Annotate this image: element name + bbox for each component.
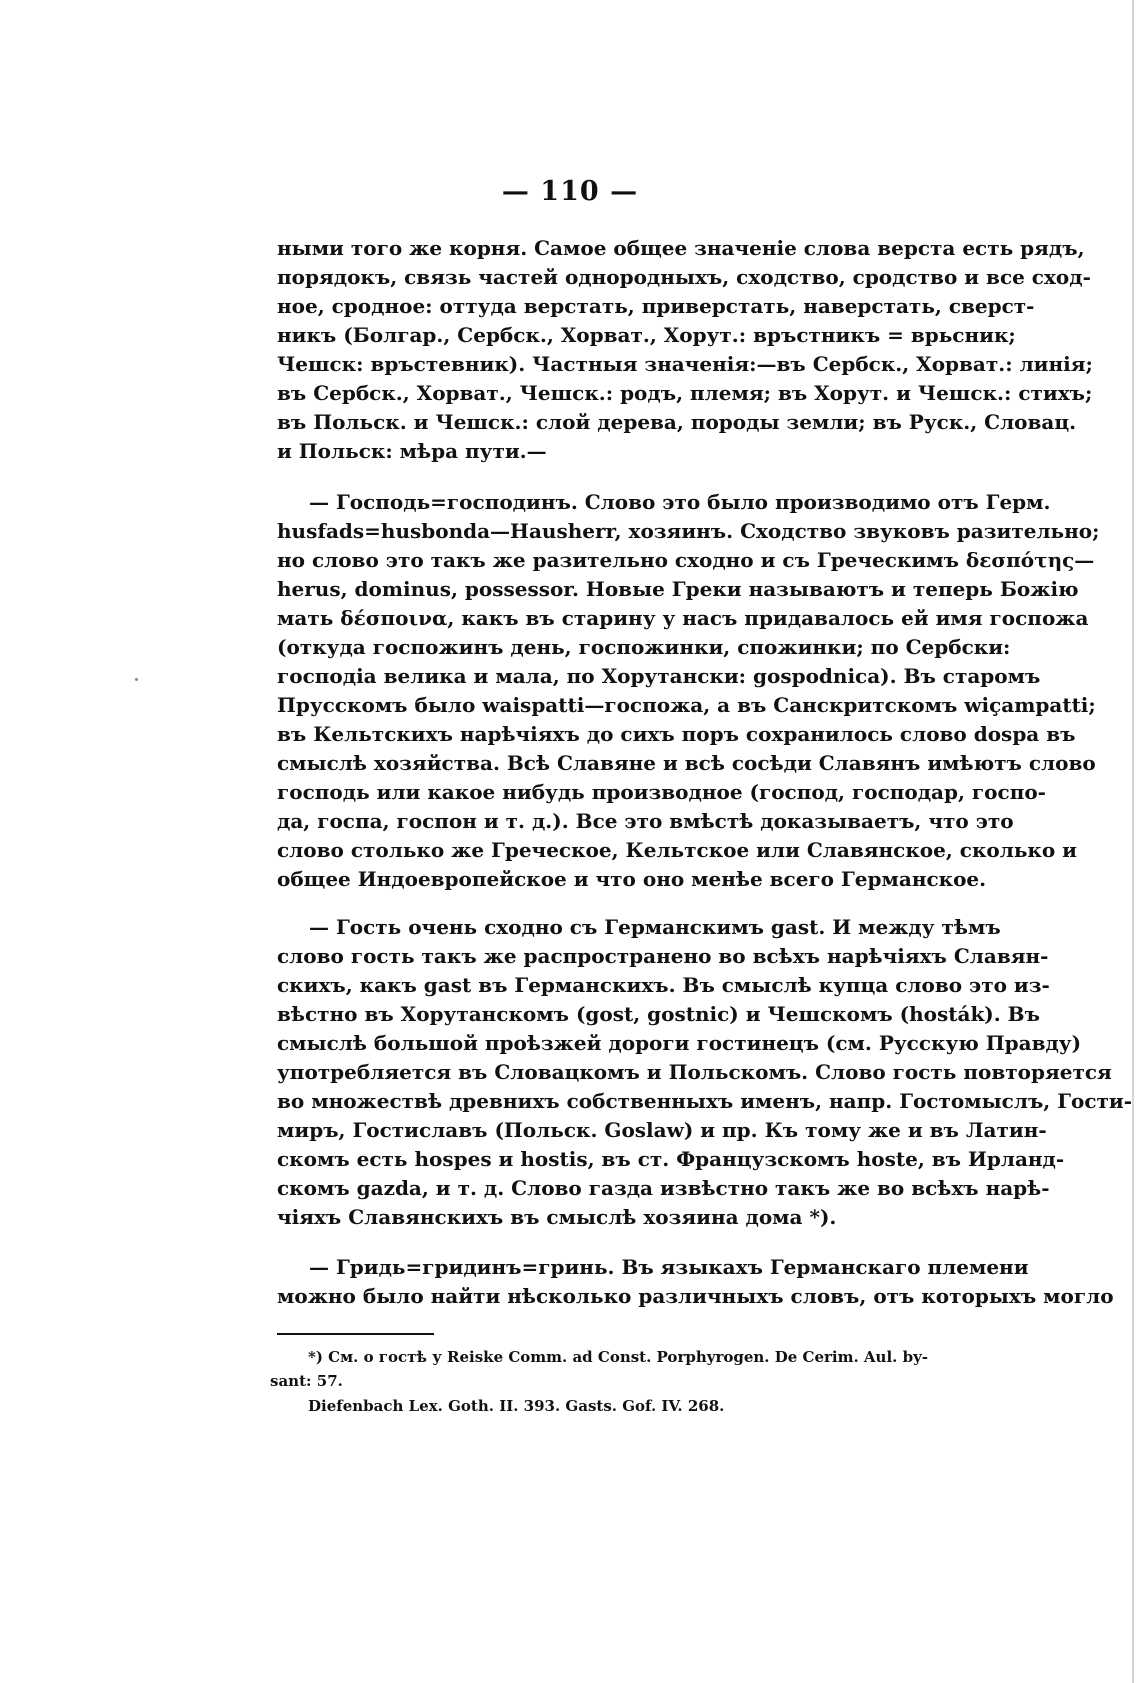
text-line: и Польск: мѣра пути.— <box>277 439 547 463</box>
text-line: въ Сербск., Хорват., Чешск.: родъ, племя; въ Хорут. и Чешск.: стихъ; <box>277 381 1093 405</box>
text-line: господь или какое нибудь производное (господ, господар, госпо- <box>277 780 1046 804</box>
text-line: вѣстно въ Хорутанскомъ (gost, gostnic) и Чешскомъ (hosták). Въ <box>277 1002 1040 1026</box>
text-line: ное, сродное: оттуда верстать, приверстать, наверстать, сверст- <box>277 294 1035 318</box>
text-line: въ Польск. и Чешск.: слой дерева, породы земли; въ Руск., Словац. <box>277 410 1077 434</box>
text-line: ными того же корня. Самое общее значеніе слова верста есть рядъ, <box>277 236 1085 260</box>
footnote-1 <box>270 1345 990 1393</box>
paragraph-grid <box>277 1253 1114 1311</box>
text-line: употребляется въ Словацкомъ и Польскомъ. Слово гость повторяется <box>277 1060 1112 1084</box>
text-line: но слово это такъ же разительно сходно и съ Греческимъ δεσπότης— <box>277 548 1095 572</box>
text-line: во множествѣ древнихъ собственныхъ именъ, напр. Гостомыслъ, Гости- <box>277 1089 1133 1113</box>
text-line: — Гость очень сходно съ Германскимъ gast. И между тѣмъ <box>309 915 1001 939</box>
text-line: никъ (Болгар., Сербск., Хорват., Хорут.: връстникъ = врьсник; <box>277 323 1016 347</box>
text-line: Прусскомъ было waispatti—госпожа, а въ Санскритскомъ wiçampatti; <box>277 693 1096 717</box>
text-line: можно было найти нѣсколько различныхъ словъ, отъ которыхъ могло <box>277 1284 1114 1308</box>
text-line: — Гридь=гридинъ=гринь. Въ языкахъ Германскаго племени <box>309 1255 1029 1279</box>
text-line: Чешск: връстевник). Частныя значенія:—въ Сербск., Хорват.: линія; <box>277 352 1093 376</box>
text-line: скихъ, какъ gast въ Германскихъ. Въ смыслѣ купца слово это из- <box>277 973 1050 997</box>
paragraph-gost <box>277 913 1133 1232</box>
footnote-line: sant: 57. <box>270 1372 343 1390</box>
text-line: (откуда госпожинъ день, госпожинки, спожинки; по Сербски: <box>277 635 1011 659</box>
text-line: общее Индоевропейское и что оно менѣе всего Германское. <box>277 867 987 891</box>
text-line: да, госпа, госпон и т. д.). Все это вмѣстѣ доказываетъ, что это <box>277 809 1014 833</box>
footnote-divider <box>277 1333 434 1335</box>
text-line: смыслѣ большой проѣзжей дороги гостинецъ (см. Русскую Правду) <box>277 1031 1082 1055</box>
footnote-2: Diefenbach Lex. Goth. II. 393. Gasts. Gof. IV. 268. <box>308 1397 725 1415</box>
scan-speck <box>135 678 138 681</box>
page-edge-line <box>1132 0 1134 1683</box>
text-line: слово гость такъ же распространено во всѣхъ нарѣчіяхъ Славян- <box>277 944 1049 968</box>
text-line: мать δέσποινα, какъ въ старину у насъ придавалось ей имя госпожа <box>277 606 1089 630</box>
text-line: миръ, Гостиславъ (Польск. Goslaw) и пр. Къ тому же и въ Латин- <box>277 1118 1047 1142</box>
text-line: husfads=husbonda—Hausherr, хозяинъ. Сходство звуковъ разительно; <box>277 519 1100 543</box>
text-line: въ Кельтскихъ нарѣчіяхъ до сихъ поръ сохранилось слово dospa въ <box>277 722 1076 746</box>
text-line: herus, dominus, possessor. Новые Греки называютъ и теперь Божію <box>277 577 1079 601</box>
paragraph-verst <box>277 234 1093 466</box>
text-line: смыслѣ хозяйства. Всѣ Славяне и всѣ сосѣди Славянъ имѣютъ слово <box>277 751 1096 775</box>
text-line: слово столько же Греческое, Кельтское или Славянское, сколько и <box>277 838 1078 862</box>
text-line: скомъ gazda, и т. д. Слово газда извѣстно такъ же во всѣхъ нарѣ- <box>277 1176 1050 1200</box>
page-number: — 110 — <box>501 176 639 207</box>
text-line: чіяхъ Славянскихъ въ смыслѣ хозяина дома *). <box>277 1205 837 1229</box>
footnote-line: *) См. о гостѣ у Reiske Comm. ad Const. Porphyrogen. De Cerim. Aul. by- <box>308 1348 929 1366</box>
text-line: господіа велика и мала, по Хорутански: gospodnica). Въ старомъ <box>277 664 1041 688</box>
text-line: порядокъ, связь частей однородныхъ, сходство, сродство и все сход- <box>277 265 1091 289</box>
text-line: — Господь=господинъ. Слово это было производимо отъ Герм. <box>309 490 1051 514</box>
text-line: скомъ есть hospes и hostis, въ ст. Французскомъ hoste, въ Ирланд- <box>277 1147 1065 1171</box>
paragraph-gospod <box>277 488 1100 894</box>
